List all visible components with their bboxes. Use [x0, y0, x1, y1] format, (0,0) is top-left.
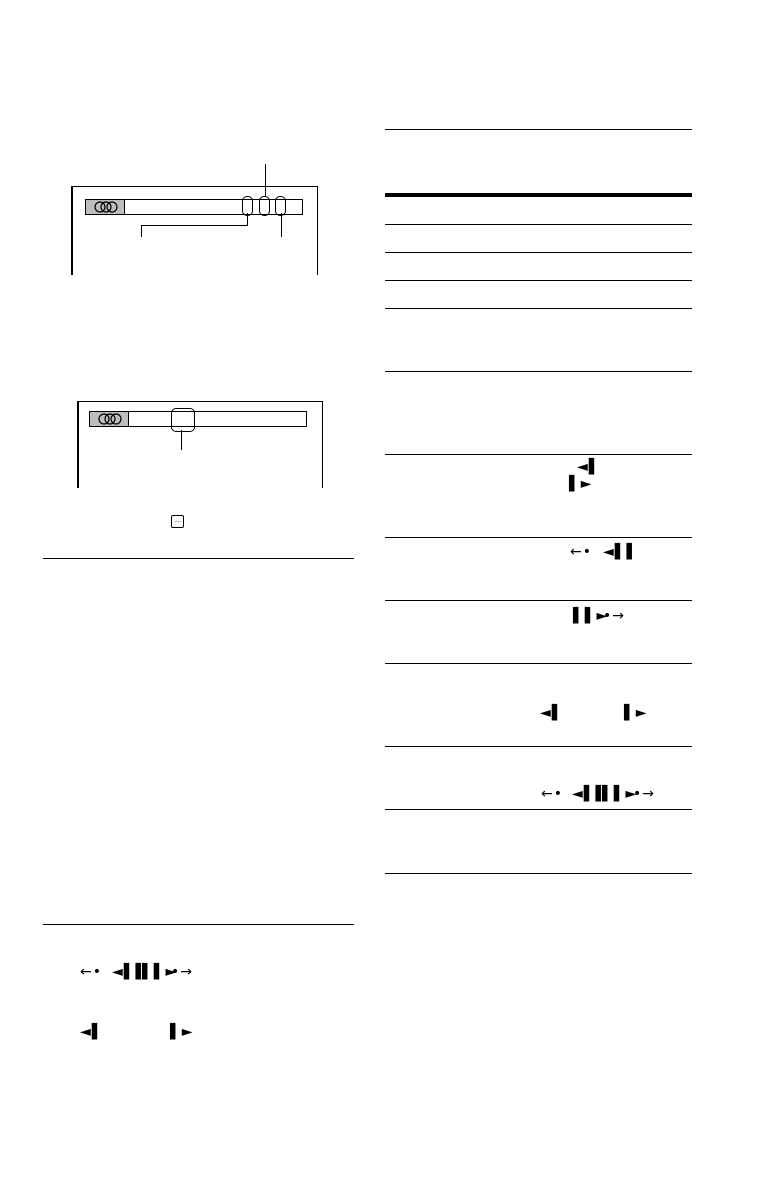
step-forward-icon: ▌► [170, 1024, 194, 1040]
osd-display-bar-2 [89, 411, 307, 427]
section-divider-left-2 [43, 924, 354, 925]
slow-back-icon: ◄▌▌ [112, 964, 148, 980]
slow-forward-icon: ▌▌► [602, 786, 638, 802]
scan-forward-icon: •→ [603, 608, 625, 624]
subtitle-button-dots: .... [174, 517, 182, 524]
slow-back-icon: ◄▌▌ [603, 544, 639, 560]
table-row-rule-6 [385, 454, 692, 455]
callout-line-right [281, 213, 282, 237]
slow-forward-icon: ▌▌► [142, 964, 178, 980]
disc-tab-2 [90, 412, 129, 426]
scan-back-icon: ←• [541, 786, 563, 802]
osd-screen-diagram-2 [77, 401, 323, 488]
table-row-rule-12 [385, 873, 692, 874]
disc-tab-1 [86, 200, 125, 214]
step-forward-icon: ▌► [569, 476, 593, 492]
step-back-icon: ◄▌ [80, 1024, 104, 1040]
scan-forward-icon: •→ [633, 786, 655, 802]
osd-display-bar-1 [85, 199, 303, 215]
slow-back-icon: ◄▌▌ [572, 786, 608, 802]
section-divider-left-1 [43, 558, 354, 559]
callout-line-top [265, 164, 266, 196]
table-row-rule-10 [385, 746, 692, 747]
callout-line-bottom [181, 430, 182, 450]
table-row-rule-3 [385, 280, 692, 281]
subtitle-button-icon [171, 515, 184, 528]
slow-forward-icon: ▌▌► [573, 608, 609, 624]
highlight-marker-d [171, 408, 195, 432]
table-row-rule-9 [385, 663, 692, 664]
section-divider-right-top [385, 129, 692, 130]
table-header-rule [385, 193, 692, 197]
table-row-rule-11 [385, 809, 692, 810]
table-row-rule-2 [385, 252, 692, 253]
disc-icon [98, 413, 122, 425]
table-row-rule-1 [385, 224, 692, 225]
table-row-rule-4 [385, 308, 692, 309]
disc-icon [94, 201, 118, 213]
highlight-marker-b [259, 196, 270, 216]
table-row-rule-5 [385, 371, 692, 372]
callout-line-left-horizontal [141, 225, 248, 226]
table-row-rule-8 [385, 600, 692, 601]
step-forward-icon: ▌► [624, 705, 648, 721]
table-row-rule-7 [385, 537, 692, 538]
step-back-icon: ◄▌ [577, 459, 601, 475]
scan-back-icon: ←• [570, 544, 592, 560]
scan-back-icon: ←• [80, 964, 102, 980]
step-back-icon: ◄▌ [540, 705, 564, 721]
callout-line-left-down [247, 213, 248, 225]
callout-line-left-end [141, 225, 142, 237]
scan-forward-icon: •→ [171, 964, 193, 980]
